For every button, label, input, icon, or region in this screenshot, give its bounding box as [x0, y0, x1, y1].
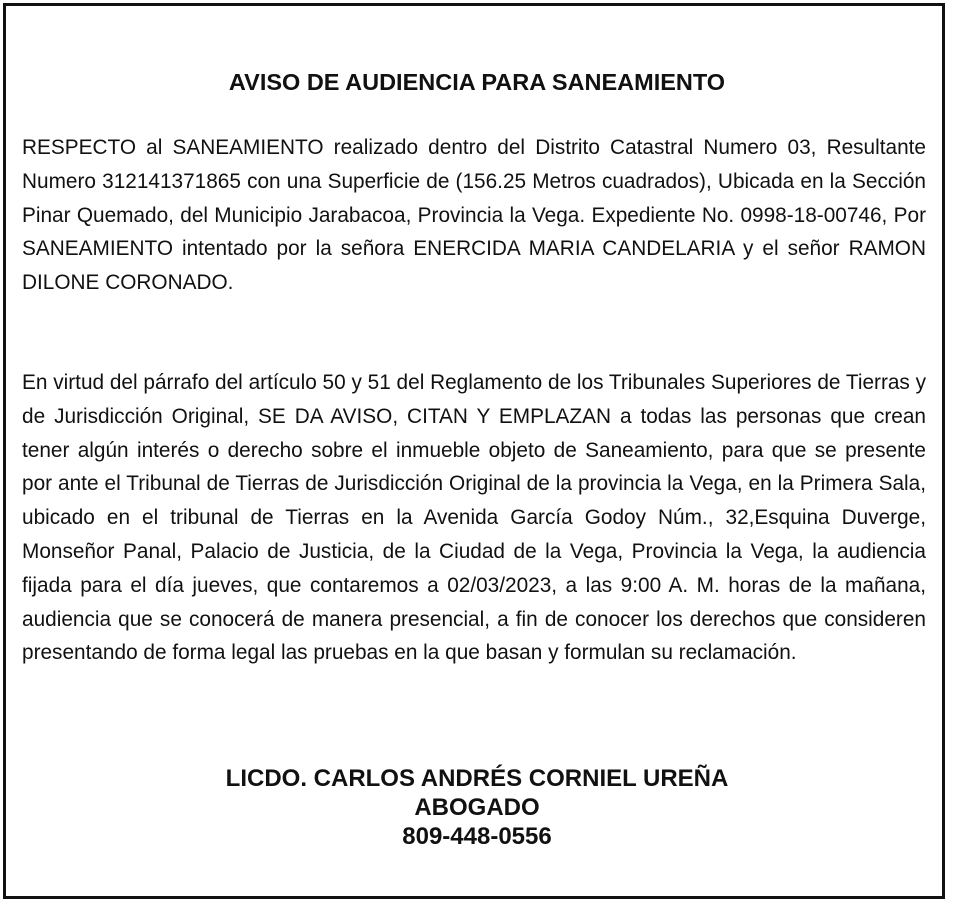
signature-block — [6, 764, 948, 851]
notice-paragraph-1: RESPECTO al SANEAMIENTO realizado dentro del Distrito Catastral Numero 03, Resultante Numero 312141371865 con una Superficie de (156.25 Metros cuadrados), Ubicada en la Sección Pinar Quemado, del Municipio Jarabacoa, Provincia la Vega. Expediente No. 0998-18-00746, Por SANEAMIENTO intentado por la señora ENERCIDA MARIA CANDELARIA y el señor RAMON DILONE CORONADO. — [22, 136, 926, 295]
signature-name: LICDO. CARLOS ANDRÉS CORNIEL UREÑA — [225, 765, 729, 792]
notice-title: AVISO DE AUDIENCIA PARA SANEAMIENTO — [228, 69, 726, 95]
notice-frame — [3, 3, 945, 899]
signature-phone: 809-448-0556 — [402, 823, 552, 850]
notice-paragraph-2: En virtud del párrafo del artículo 50 y 51 del Reglamento de los Tribunales Superiores de Tierras y de Jurisdicción Original, SE DA AVISO, CITAN Y EMPLAZAN a todas las personas que crean tener algún interés o derecho sobre el inmueble objeto de Saneamiento, para que se presente por ante el Tribunal de Tierras de Jurisdicción Original de la provincia la Vega, en la Primera Sala, ubicado en el tribunal de Tierras en la Avenida García Godoy Núm., 32,Esquina Duverge, Monseñor Panal, Palacio de Justicia, de la Ciudad de la Vega, Provincia la Vega, la audiencia fijada para el día jueves, que contaremos a 02/03/2023, a las 9:00 A. M. horas de la mañana, audiencia que se conocerá de manera presencial, a fin de conocer los derechos que consideren presentando de forma legal las pruebas en la que basan y formulan su reclamación. — [22, 371, 927, 665]
signature-role: ABOGADO — [414, 794, 540, 821]
